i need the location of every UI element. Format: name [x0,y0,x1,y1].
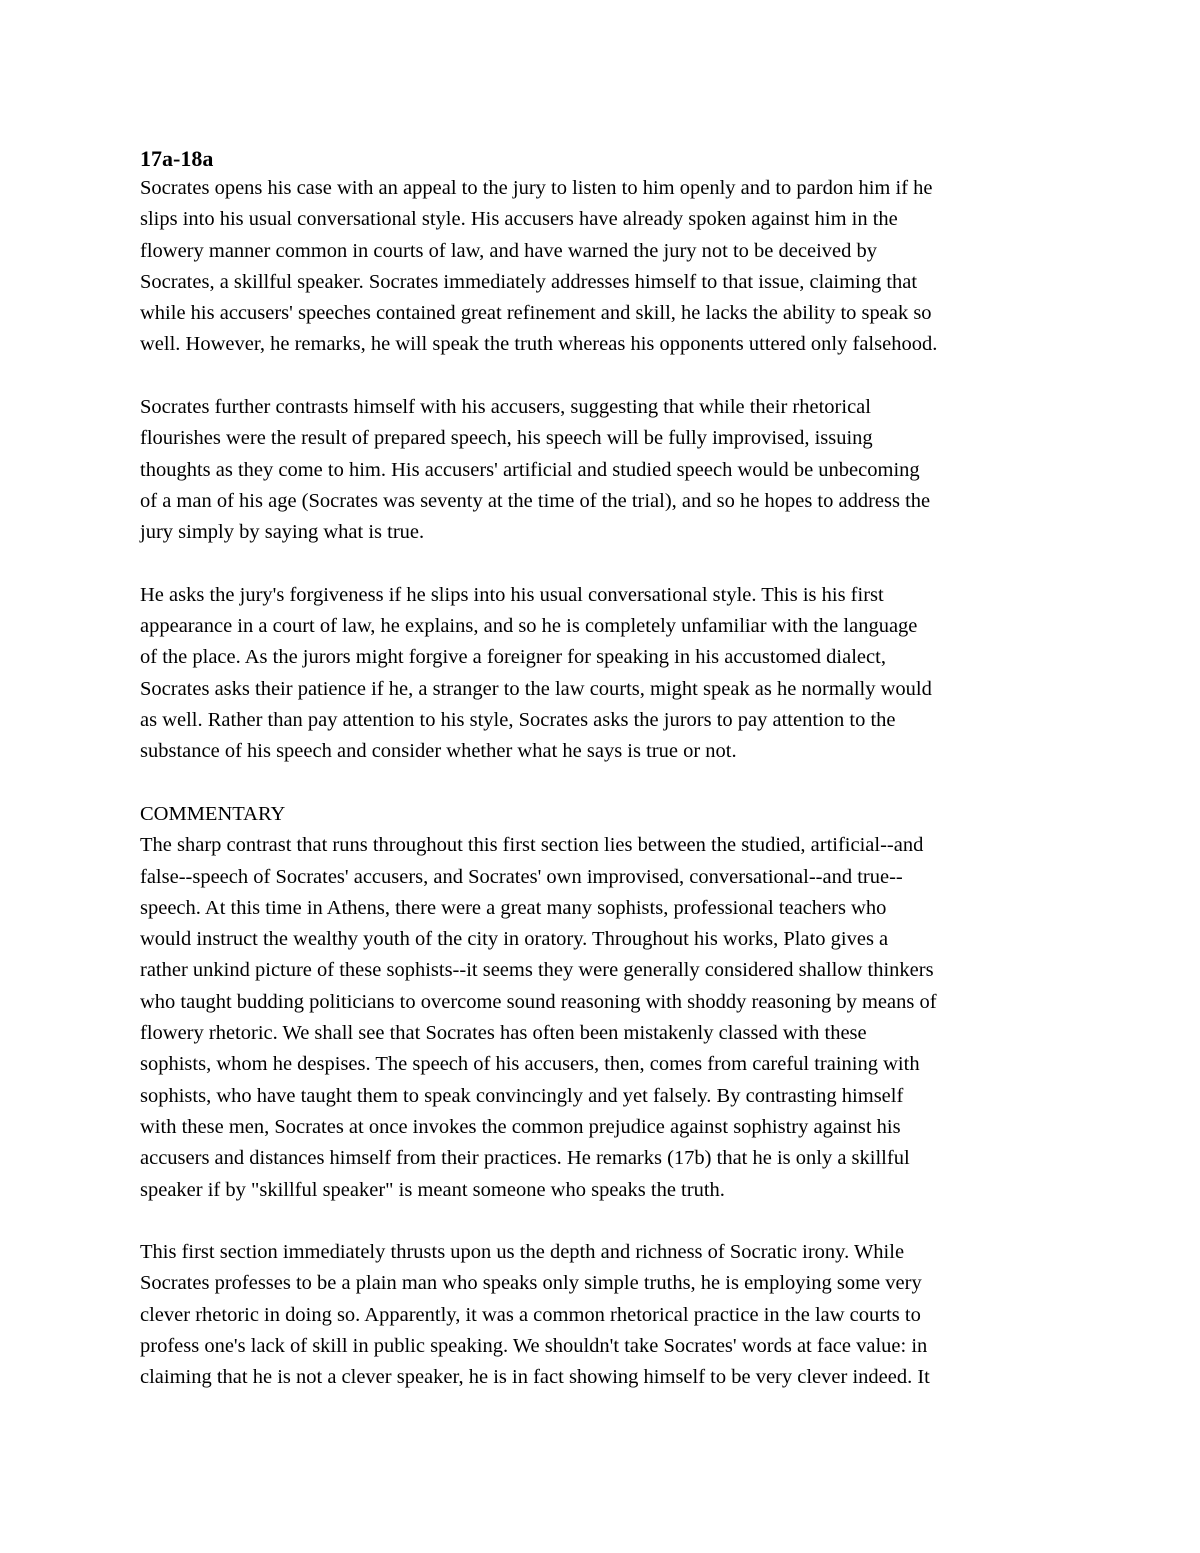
text-line: claiming that he is not a clever speaker, he is in fact showing himself to be very clever indeed. It [140,1366,930,1389]
text-line: false--speech of Socrates' accusers, and Socrates' own improvised, conversational--and true-- [140,865,903,888]
text-line: Socrates opens his case with an appeal to the jury to listen to him openly and to pardon him if he [140,177,933,199]
text-line: Socrates further contrasts himself with his accusers, suggesting that while their rhetorical [140,396,871,419]
text-line: profess one's lack of skill in public speaking. We shouldn't take Socrates' words at face value: in [140,1334,928,1357]
text-line: He asks the jury's forgiveness if he slips into his usual conversational style. This is his first [140,583,884,606]
text-line: jury simply by saying what is true. [140,521,425,544]
text-line: well. However, he remarks, he will speak the truth whereas his opponents uttered only falsehood. [140,333,938,356]
text-line: flourishes were the result of prepared speech, his speech will be fully improvised, issuing [140,427,873,450]
summary-paragraph-3 [140,580,1080,768]
text-line: Socrates asks their patience if he, a stranger to the law courts, might speak as he normally would [140,677,932,700]
text-line: rather unkind picture of these sophists--it seems they were generally considered shallow thinkers [140,959,934,982]
text-line: flowery rhetoric. We shall see that Socrates has often been mistakenly classed with these [140,1022,867,1045]
text-line: as well. Rather than pay attention to his style, Socrates asks the jurors to pay attention to the [140,709,896,732]
document-body [140,142,1080,1425]
text-line: accusers and distances himself from their practices. He remarks (17b) that he is only a skillful [140,1147,910,1170]
summary-paragraph-1 [140,173,1080,361]
section-heading: 17a-18a [140,146,214,171]
text-line: with these men, Socrates at once invokes the common prejudice against sophistry against his [140,1115,901,1138]
text-line: Socrates professes to be a plain man who speaks only simple truths, he is employing some very [140,1272,922,1295]
text-line: speech. At this time in Athens, there were a great many sophists, professional teachers who [140,896,887,919]
commentary-paragraph-2 [140,1237,1080,1393]
text-line: The sharp contrast that runs throughout this first section lies between the studied, artificial--and [140,834,924,857]
summary-paragraph-2 [140,392,1080,548]
text-line: slips into his usual conversational style. His accusers have already spoken against him in the [140,208,898,231]
text-line: sophists, who have taught them to speak convincingly and yet falsely. By contrasting himself [140,1084,904,1107]
text-line: clever rhetoric in doing so. Apparently, it was a common rhetorical practice in the law courts to [140,1303,921,1326]
text-line: This first section immediately thrusts upon us the depth and richness of Socratic irony. While [140,1241,905,1264]
text-line: appearance in a court of law, he explains, and so he is completely unfamiliar with the language [140,615,918,638]
text-line: flowery manner common in courts of law, and have warned the jury not to be deceived by [140,239,877,262]
text-line: speaker if by "skillful speaker" is meant someone who speaks the truth. [140,1178,725,1201]
text-line: substance of his speech and consider whether what he says is true or not. [140,740,737,763]
text-line: who taught budding politicians to overcome sound reasoning with shoddy reasoning by means of [140,990,937,1013]
text-line: sophists, whom he despises. The speech of his accusers, then, comes from careful training with [140,1053,920,1076]
text-line: would instruct the wealthy youth of the city in oratory. Throughout his works, Plato gives a [140,928,889,951]
text-line: of the place. As the jurors might forgive a foreigner for speaking in his accustomed dialect, [140,646,886,669]
text-line: thoughts as they come to him. His accusers' artificial and studied speech would be unbecoming [140,458,920,481]
commentary-paragraph-1 [140,830,1080,1206]
text-line: Socrates, a skillful speaker. Socrates immediately addresses himself to that issue, claiming that [140,270,918,293]
commentary-label: COMMENTARY [140,802,286,825]
text-line: while his accusers' speeches contained great refinement and skill, he lacks the ability to speak so [140,302,932,325]
text-line: of a man of his age (Socrates was seventy at the time of the trial), and so he hopes to address the [140,489,931,512]
